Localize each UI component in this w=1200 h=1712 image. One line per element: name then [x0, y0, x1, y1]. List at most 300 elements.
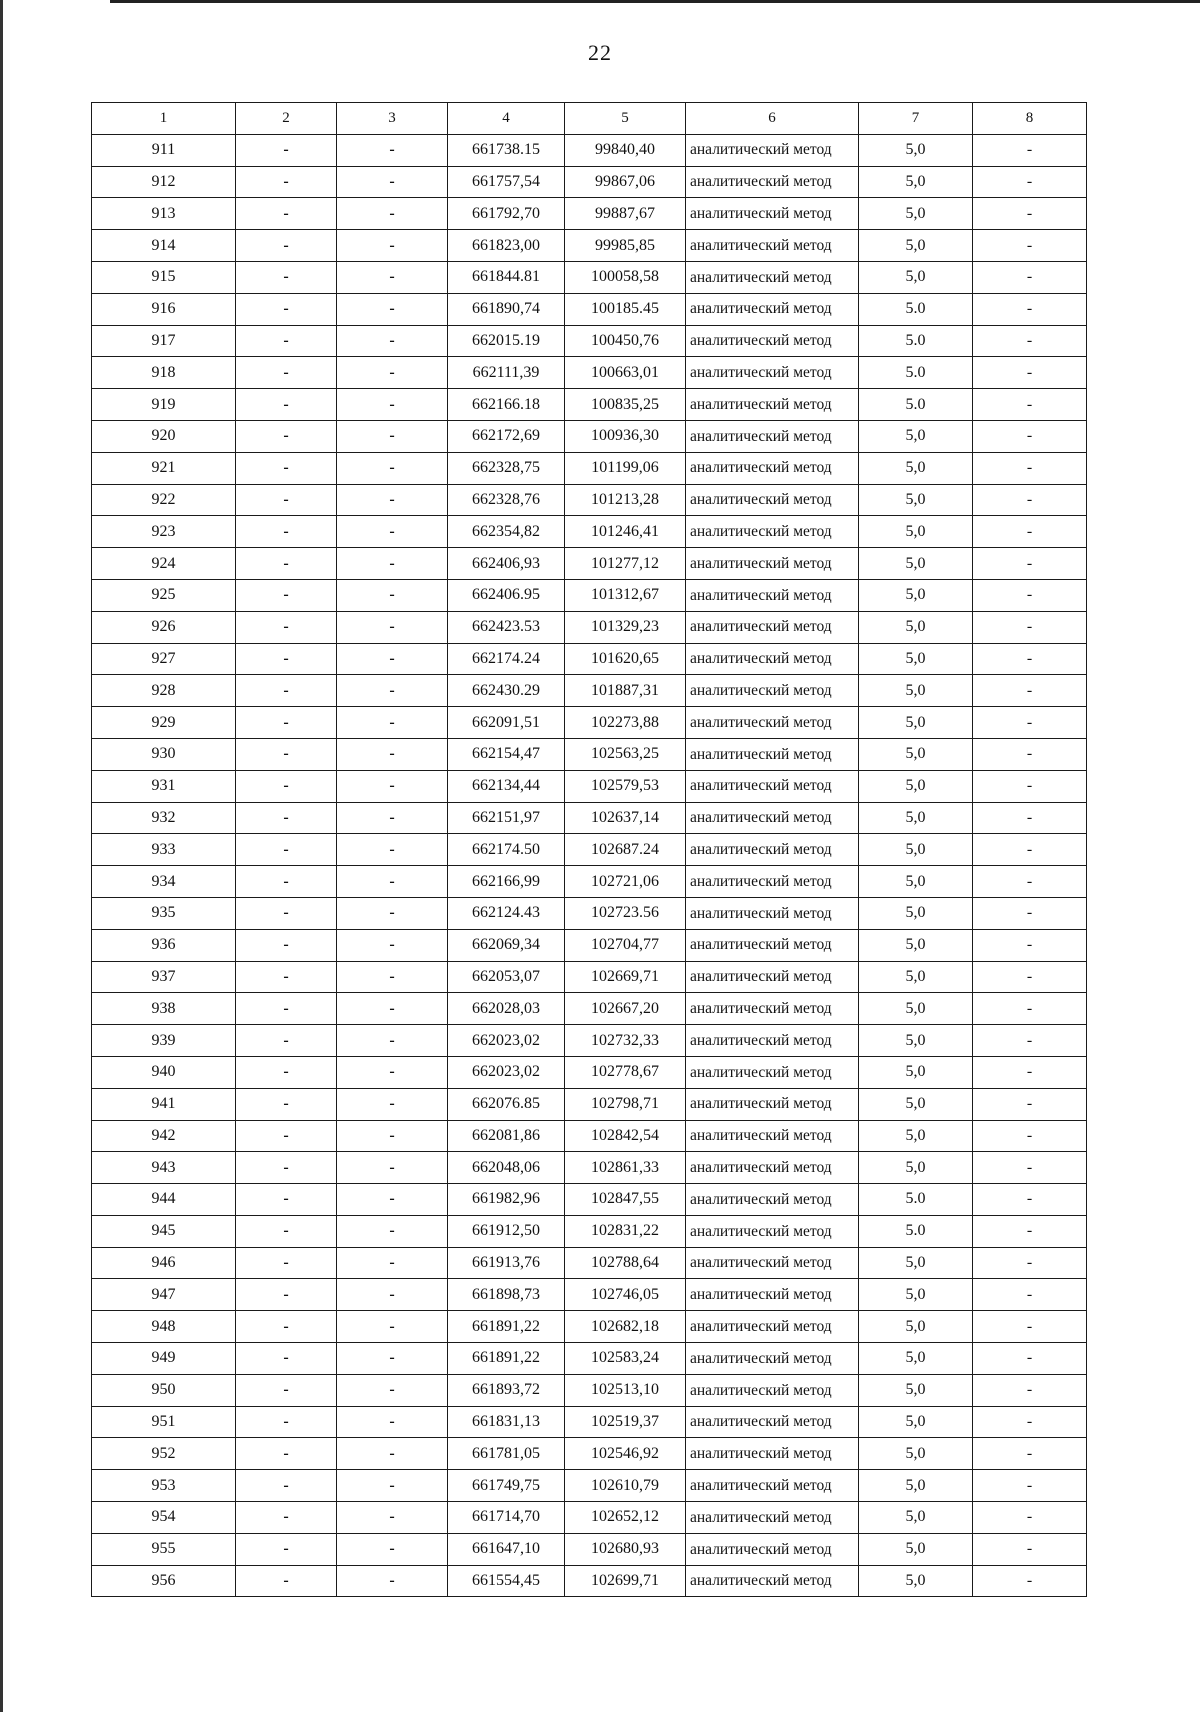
x-coordinate-cell: 662328,76 — [448, 484, 565, 516]
accuracy-cell: 5.0 — [859, 293, 973, 325]
col3-cell: - — [337, 738, 448, 770]
method-cell: аналитический метод — [686, 1470, 859, 1502]
y-coordinate-cell: 102699,71 — [565, 1565, 686, 1597]
col8-cell: - — [973, 325, 1087, 357]
table-row — [92, 230, 1087, 262]
x-coordinate-cell: 662166.18 — [448, 389, 565, 421]
x-coordinate-cell: 662023,02 — [448, 1025, 565, 1057]
table-row — [92, 389, 1087, 421]
col8-cell: - — [973, 993, 1087, 1025]
method-cell: аналитический метод — [686, 389, 859, 421]
point-number-cell: 913 — [92, 198, 236, 230]
col3-cell: - — [337, 961, 448, 993]
y-coordinate-cell: 99985,85 — [565, 230, 686, 262]
x-coordinate-cell: 661757,54 — [448, 166, 565, 198]
y-coordinate-cell: 102637,14 — [565, 802, 686, 834]
table-row — [92, 198, 1087, 230]
col3-cell: - — [337, 1470, 448, 1502]
col2-cell: - — [236, 166, 337, 198]
y-coordinate-cell: 102778,67 — [565, 1056, 686, 1088]
table-row — [92, 261, 1087, 293]
col8-cell: - — [973, 802, 1087, 834]
accuracy-cell: 5,0 — [859, 1533, 973, 1565]
col3-cell: - — [337, 548, 448, 580]
table-row — [92, 643, 1087, 675]
accuracy-cell: 5,0 — [859, 611, 973, 643]
col3-cell: - — [337, 1374, 448, 1406]
y-coordinate-cell: 102687.24 — [565, 834, 686, 866]
method-cell: аналитический метод — [686, 198, 859, 230]
point-number-cell: 926 — [92, 611, 236, 643]
col2-cell: - — [236, 1565, 337, 1597]
col8-cell: - — [973, 866, 1087, 898]
y-coordinate-cell: 102721,06 — [565, 866, 686, 898]
accuracy-cell: 5,0 — [859, 1438, 973, 1470]
point-number-cell: 942 — [92, 1120, 236, 1152]
col8-cell: - — [973, 611, 1087, 643]
accuracy-cell: 5,0 — [859, 516, 973, 548]
method-cell: аналитический метод — [686, 643, 859, 675]
x-coordinate-cell: 661823,00 — [448, 230, 565, 262]
y-coordinate-cell: 101199,06 — [565, 452, 686, 484]
point-number-cell: 934 — [92, 866, 236, 898]
method-cell: аналитический метод — [686, 420, 859, 452]
col2-cell: - — [236, 611, 337, 643]
x-coordinate-cell: 661647,10 — [448, 1533, 565, 1565]
point-number-cell: 927 — [92, 643, 236, 675]
x-coordinate-cell: 662028,03 — [448, 993, 565, 1025]
col2-cell: - — [236, 1533, 337, 1565]
y-coordinate-cell: 100450,76 — [565, 325, 686, 357]
point-number-cell: 915 — [92, 261, 236, 293]
col2-cell: - — [236, 516, 337, 548]
col8-cell: - — [973, 961, 1087, 993]
y-coordinate-cell: 101277,12 — [565, 548, 686, 580]
y-coordinate-cell: 102732,33 — [565, 1025, 686, 1057]
col3-cell: - — [337, 993, 448, 1025]
col8-cell: - — [973, 897, 1087, 929]
col2-cell: - — [236, 1056, 337, 1088]
col2-cell: - — [236, 1311, 337, 1343]
table-row — [92, 1120, 1087, 1152]
accuracy-cell: 5,0 — [859, 1565, 973, 1597]
point-number-cell: 943 — [92, 1152, 236, 1184]
table-row — [92, 897, 1087, 929]
col2-cell: - — [236, 293, 337, 325]
table-header-row — [92, 103, 1087, 135]
method-cell: аналитический метод — [686, 1343, 859, 1375]
accuracy-cell: 5,0 — [859, 929, 973, 961]
accuracy-cell: 5,0 — [859, 993, 973, 1025]
method-cell: аналитический метод — [686, 1565, 859, 1597]
coordinates-table — [91, 102, 1087, 1597]
col8-cell: - — [973, 548, 1087, 580]
x-coordinate-cell: 661912,50 — [448, 1215, 565, 1247]
col8-cell: - — [973, 198, 1087, 230]
col2-cell: - — [236, 325, 337, 357]
col8-cell: - — [973, 293, 1087, 325]
col8-cell: - — [973, 1152, 1087, 1184]
method-cell: аналитический метод — [686, 1088, 859, 1120]
y-coordinate-cell: 102680,93 — [565, 1533, 686, 1565]
method-cell: аналитический метод — [686, 1056, 859, 1088]
method-cell: аналитический метод — [686, 579, 859, 611]
col2-cell: - — [236, 1247, 337, 1279]
y-coordinate-cell: 102610,79 — [565, 1470, 686, 1502]
col2-cell: - — [236, 1120, 337, 1152]
table-row — [92, 1184, 1087, 1216]
table-row — [92, 611, 1087, 643]
col8-cell: - — [973, 1025, 1087, 1057]
point-number-cell: 939 — [92, 1025, 236, 1057]
col8-cell: - — [973, 834, 1087, 866]
accuracy-cell: 5,0 — [859, 802, 973, 834]
col8-cell: - — [973, 516, 1087, 548]
x-coordinate-cell: 662015.19 — [448, 325, 565, 357]
accuracy-cell: 5,0 — [859, 420, 973, 452]
col8-cell: - — [973, 420, 1087, 452]
col2-cell: - — [236, 1406, 337, 1438]
col2-cell: - — [236, 929, 337, 961]
point-number-cell: 930 — [92, 738, 236, 770]
x-coordinate-cell: 662430.29 — [448, 675, 565, 707]
point-number-cell: 940 — [92, 1056, 236, 1088]
method-cell: аналитический метод — [686, 452, 859, 484]
accuracy-cell: 5,0 — [859, 707, 973, 739]
point-number-cell: 947 — [92, 1279, 236, 1311]
table-row — [92, 484, 1087, 516]
method-cell: аналитический метод — [686, 1247, 859, 1279]
method-cell: аналитический метод — [686, 770, 859, 802]
x-coordinate-cell: 662328,75 — [448, 452, 565, 484]
col2-cell: - — [236, 770, 337, 802]
y-coordinate-cell: 102667,20 — [565, 993, 686, 1025]
y-coordinate-cell: 100663,01 — [565, 357, 686, 389]
x-coordinate-cell: 662134,44 — [448, 770, 565, 802]
col8-cell: - — [973, 1406, 1087, 1438]
method-cell: аналитический метод — [686, 548, 859, 580]
col3-cell: - — [337, 1311, 448, 1343]
accuracy-cell: 5,0 — [859, 1152, 973, 1184]
table-row — [92, 770, 1087, 802]
y-coordinate-cell: 101329,23 — [565, 611, 686, 643]
col3-cell: - — [337, 389, 448, 421]
method-cell: аналитический метод — [686, 738, 859, 770]
method-cell: аналитический метод — [686, 1184, 859, 1216]
x-coordinate-cell: 662151,97 — [448, 802, 565, 834]
table-row — [92, 548, 1087, 580]
col2-cell: - — [236, 897, 337, 929]
col8-cell: - — [973, 1374, 1087, 1406]
accuracy-cell: 5,0 — [859, 675, 973, 707]
col3-cell: - — [337, 1279, 448, 1311]
col3-cell: - — [337, 1152, 448, 1184]
y-coordinate-cell: 101246,41 — [565, 516, 686, 548]
accuracy-cell: 5,0 — [859, 1470, 973, 1502]
col2-cell: - — [236, 548, 337, 580]
method-cell: аналитический метод — [686, 675, 859, 707]
x-coordinate-cell: 661554,45 — [448, 1565, 565, 1597]
table-row — [92, 929, 1087, 961]
col3-cell: - — [337, 579, 448, 611]
accuracy-cell: 5,0 — [859, 1056, 973, 1088]
table-row — [92, 802, 1087, 834]
accuracy-cell: 5,0 — [859, 134, 973, 166]
col8-cell: - — [973, 1470, 1087, 1502]
col2-cell: - — [236, 452, 337, 484]
y-coordinate-cell: 100058,58 — [565, 261, 686, 293]
method-cell: аналитический метод — [686, 1120, 859, 1152]
method-cell: аналитический метод — [686, 134, 859, 166]
col3-cell: - — [337, 357, 448, 389]
accuracy-cell: 5,0 — [859, 1502, 973, 1534]
point-number-cell: 953 — [92, 1470, 236, 1502]
col3-cell: - — [337, 643, 448, 675]
y-coordinate-cell: 102842,54 — [565, 1120, 686, 1152]
method-cell: аналитический метод — [686, 1311, 859, 1343]
method-cell: аналитический метод — [686, 230, 859, 262]
column-header: 8 — [973, 103, 1087, 135]
table-body — [92, 134, 1087, 1597]
x-coordinate-cell: 661891,22 — [448, 1311, 565, 1343]
point-number-cell: 918 — [92, 357, 236, 389]
col3-cell: - — [337, 1438, 448, 1470]
y-coordinate-cell: 99887,67 — [565, 198, 686, 230]
col2-cell: - — [236, 230, 337, 262]
col3-cell: - — [337, 1215, 448, 1247]
col3-cell: - — [337, 1056, 448, 1088]
col2-cell: - — [236, 1215, 337, 1247]
method-cell: аналитический метод — [686, 166, 859, 198]
method-cell: аналитический метод — [686, 1025, 859, 1057]
accuracy-cell: 5,0 — [859, 738, 973, 770]
accuracy-cell: 5.0 — [859, 357, 973, 389]
point-number-cell: 952 — [92, 1438, 236, 1470]
method-cell: аналитический метод — [686, 357, 859, 389]
accuracy-cell: 5,0 — [859, 166, 973, 198]
y-coordinate-cell: 101213,28 — [565, 484, 686, 516]
col2-cell: - — [236, 484, 337, 516]
col2-cell: - — [236, 357, 337, 389]
col8-cell: - — [973, 707, 1087, 739]
col3-cell: - — [337, 675, 448, 707]
col2-cell: - — [236, 198, 337, 230]
col8-cell: - — [973, 929, 1087, 961]
col8-cell: - — [973, 675, 1087, 707]
y-coordinate-cell: 99867,06 — [565, 166, 686, 198]
table-row — [92, 707, 1087, 739]
y-coordinate-cell: 102583,24 — [565, 1343, 686, 1375]
table-row — [92, 452, 1087, 484]
x-coordinate-cell: 662166,99 — [448, 866, 565, 898]
col8-cell: - — [973, 1343, 1087, 1375]
col2-cell: - — [236, 675, 337, 707]
table-row — [92, 579, 1087, 611]
col3-cell: - — [337, 1565, 448, 1597]
x-coordinate-cell: 662076.85 — [448, 1088, 565, 1120]
table-row — [92, 961, 1087, 993]
col2-cell: - — [236, 1088, 337, 1120]
col8-cell: - — [973, 579, 1087, 611]
col8-cell: - — [973, 770, 1087, 802]
point-number-cell: 929 — [92, 707, 236, 739]
accuracy-cell: 5,0 — [859, 452, 973, 484]
col3-cell: - — [337, 897, 448, 929]
accuracy-cell: 5.0 — [859, 389, 973, 421]
y-coordinate-cell: 102723.56 — [565, 897, 686, 929]
point-number-cell: 914 — [92, 230, 236, 262]
accuracy-cell: 5,0 — [859, 1406, 973, 1438]
point-number-cell: 924 — [92, 548, 236, 580]
table-row — [92, 325, 1087, 357]
col3-cell: - — [337, 707, 448, 739]
col3-cell: - — [337, 1025, 448, 1057]
col3-cell: - — [337, 484, 448, 516]
accuracy-cell: 5,0 — [859, 1311, 973, 1343]
table-row — [92, 1533, 1087, 1565]
table-row — [92, 1279, 1087, 1311]
table-row — [92, 1343, 1087, 1375]
point-number-cell: 922 — [92, 484, 236, 516]
col3-cell: - — [337, 516, 448, 548]
x-coordinate-cell: 662406,93 — [448, 548, 565, 580]
point-number-cell: 938 — [92, 993, 236, 1025]
x-coordinate-cell: 661890,74 — [448, 293, 565, 325]
method-cell: аналитический метод — [686, 293, 859, 325]
point-number-cell: 951 — [92, 1406, 236, 1438]
col2-cell: - — [236, 579, 337, 611]
col3-cell: - — [337, 230, 448, 262]
y-coordinate-cell: 101887,31 — [565, 675, 686, 707]
column-header: 6 — [686, 103, 859, 135]
method-cell: аналитический метод — [686, 1374, 859, 1406]
point-number-cell: 919 — [92, 389, 236, 421]
table-row — [92, 1056, 1087, 1088]
col8-cell: - — [973, 389, 1087, 421]
col3-cell: - — [337, 325, 448, 357]
table-row — [92, 357, 1087, 389]
accuracy-cell: 5.0 — [859, 1215, 973, 1247]
accuracy-cell: 5,0 — [859, 1279, 973, 1311]
x-coordinate-cell: 661898,73 — [448, 1279, 565, 1311]
col3-cell: - — [337, 198, 448, 230]
col8-cell: - — [973, 452, 1087, 484]
col8-cell: - — [973, 166, 1087, 198]
col3-cell: - — [337, 420, 448, 452]
y-coordinate-cell: 102704,77 — [565, 929, 686, 961]
col8-cell: - — [973, 1088, 1087, 1120]
x-coordinate-cell: 662406.95 — [448, 579, 565, 611]
point-number-cell: 937 — [92, 961, 236, 993]
method-cell: аналитический метод — [686, 484, 859, 516]
x-coordinate-cell: 662174.24 — [448, 643, 565, 675]
col2-cell: - — [236, 389, 337, 421]
table-row — [92, 866, 1087, 898]
y-coordinate-cell: 102669,71 — [565, 961, 686, 993]
method-cell: аналитический метод — [686, 993, 859, 1025]
x-coordinate-cell: 661891,22 — [448, 1343, 565, 1375]
col3-cell: - — [337, 166, 448, 198]
y-coordinate-cell: 102746,05 — [565, 1279, 686, 1311]
col8-cell: - — [973, 1438, 1087, 1470]
col8-cell: - — [973, 1533, 1087, 1565]
accuracy-cell: 5,0 — [859, 1088, 973, 1120]
col2-cell: - — [236, 1152, 337, 1184]
point-number-cell: 933 — [92, 834, 236, 866]
method-cell: аналитический метод — [686, 261, 859, 293]
method-cell: аналитический метод — [686, 802, 859, 834]
table-row — [92, 1565, 1087, 1597]
y-coordinate-cell: 101620,65 — [565, 643, 686, 675]
table-row — [92, 675, 1087, 707]
accuracy-cell: 5,0 — [859, 897, 973, 929]
accuracy-cell: 5,0 — [859, 866, 973, 898]
col2-cell: - — [236, 261, 337, 293]
table-row — [92, 1374, 1087, 1406]
point-number-cell: 945 — [92, 1215, 236, 1247]
point-number-cell: 935 — [92, 897, 236, 929]
col8-cell: - — [973, 1215, 1087, 1247]
method-cell: аналитический метод — [686, 929, 859, 961]
col2-cell: - — [236, 802, 337, 834]
col3-cell: - — [337, 1406, 448, 1438]
accuracy-cell: 5,0 — [859, 834, 973, 866]
accuracy-cell: 5.0 — [859, 325, 973, 357]
table-row — [92, 1215, 1087, 1247]
point-number-cell: 944 — [92, 1184, 236, 1216]
x-coordinate-cell: 662154,47 — [448, 738, 565, 770]
point-number-cell: 941 — [92, 1088, 236, 1120]
method-cell: аналитический метод — [686, 834, 859, 866]
accuracy-cell: 5,0 — [859, 484, 973, 516]
column-header: 7 — [859, 103, 973, 135]
table-row — [92, 293, 1087, 325]
col8-cell: - — [973, 261, 1087, 293]
scan-edge-top — [110, 0, 1200, 3]
y-coordinate-cell: 101312,67 — [565, 579, 686, 611]
y-coordinate-cell: 99840,40 — [565, 134, 686, 166]
col2-cell: - — [236, 993, 337, 1025]
point-number-cell: 920 — [92, 420, 236, 452]
y-coordinate-cell: 102682,18 — [565, 1311, 686, 1343]
point-number-cell: 949 — [92, 1343, 236, 1375]
accuracy-cell: 5,0 — [859, 548, 973, 580]
method-cell: аналитический метод — [686, 707, 859, 739]
x-coordinate-cell: 661714,70 — [448, 1502, 565, 1534]
method-cell: аналитический метод — [686, 866, 859, 898]
x-coordinate-cell: 662069,34 — [448, 929, 565, 961]
col2-cell: - — [236, 834, 337, 866]
point-number-cell: 932 — [92, 802, 236, 834]
y-coordinate-cell: 102831,22 — [565, 1215, 686, 1247]
accuracy-cell: 5,0 — [859, 579, 973, 611]
col8-cell: - — [973, 230, 1087, 262]
point-number-cell: 923 — [92, 516, 236, 548]
y-coordinate-cell: 102579,53 — [565, 770, 686, 802]
table-row — [92, 166, 1087, 198]
accuracy-cell: 5,0 — [859, 230, 973, 262]
point-number-cell: 955 — [92, 1533, 236, 1565]
col2-cell: - — [236, 134, 337, 166]
column-header: 5 — [565, 103, 686, 135]
accuracy-cell: 5,0 — [859, 770, 973, 802]
table-row — [92, 738, 1087, 770]
table-row — [92, 1152, 1087, 1184]
x-coordinate-cell: 662091,51 — [448, 707, 565, 739]
y-coordinate-cell: 102513,10 — [565, 1374, 686, 1406]
point-number-cell: 950 — [92, 1374, 236, 1406]
point-number-cell: 911 — [92, 134, 236, 166]
